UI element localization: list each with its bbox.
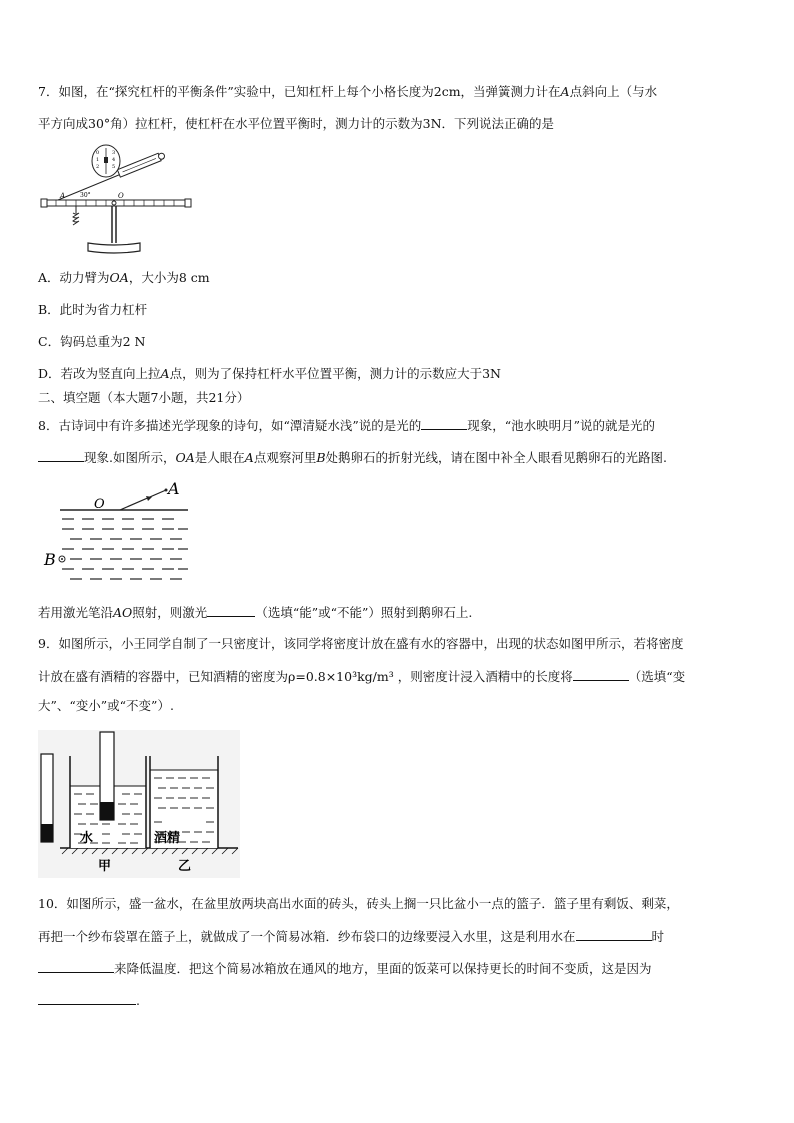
- container-yi-label: 乙: [178, 859, 192, 874]
- q10-stem-line4: .: [38, 992, 140, 1009]
- dial-tick-1: 1: [96, 157, 100, 163]
- q9-hydrometer-figure: [38, 730, 240, 878]
- q7-lever-figure: [40, 143, 200, 258]
- q8-blank-1[interactable]: [421, 417, 467, 430]
- q10-blank-1[interactable]: [576, 928, 652, 941]
- q8-stem-line1: 8．古诗词中有许多描述光学现象的诗句，如“潭清疑水浅”说的是光的 现象，“池水映明月”说的就是光的: [38, 418, 656, 433]
- q8-blank-2[interactable]: [38, 449, 84, 462]
- dial-tick-4: 4: [112, 157, 116, 163]
- dial-tick-5: 5: [112, 164, 116, 170]
- q10-blank-3[interactable]: [38, 992, 136, 1005]
- q7-option-a: A．动力臂为OA，大小为8 cm: [38, 270, 210, 285]
- q9-stem-line3: 大”、“变小”或“不变”）.: [38, 698, 174, 713]
- dial-tick-0: 0: [96, 150, 100, 156]
- q9-stem-line1: 9．如图所示，小王同学自制了一只密度计，该同学将密度计放在盛有水的容器中，出现的状态如图甲所示，若将密度: [38, 636, 684, 651]
- section-heading: 二、填空题（本大题7小题，共21分）: [38, 390, 250, 405]
- q7-label-O: O: [118, 192, 124, 200]
- q7-angle-label: 30°: [80, 192, 91, 199]
- q9-stem-line2: 计放在盛有酒精的容器中，已知酒精的密度为ρ=0.8×10³kg/m³ ，则密度计浸入酒精中的长度将 （选填“变: [38, 669, 686, 684]
- q10-blank-2[interactable]: [38, 960, 114, 973]
- water-label: 水: [80, 831, 94, 846]
- dial-tick-2: 2: [96, 164, 100, 170]
- q10-stem-line3: 来降低温度．把这个简易冰箱放在通风的地方，里面的饭菜可以保持更长的时间不变质，这是因为: [38, 960, 652, 977]
- q9-blank-1[interactable]: [573, 668, 629, 681]
- q10-stem-line2: 再把一个纱布袋罩在篮子上，就做成了一个简易冰箱．纱布袋口的边缘要浸入水里，这是利用水在 时: [38, 929, 665, 944]
- q7-stem-line2: 平方向成30°角）拉杠杆，使杠杆在水平位置平衡时，测力计的示数为3N．下列说法正确的是: [38, 116, 555, 131]
- q8-label-A: A: [168, 479, 180, 498]
- q7-label-A: A: [60, 192, 66, 200]
- q8-blank-3[interactable]: [207, 604, 255, 617]
- container-jia-label: 甲: [98, 859, 112, 874]
- q7-option-c: C．钩码总重为2 N: [38, 334, 146, 349]
- q7-option-d: D．若改为竖直向上拉A点，则为了保持杠杆水平位置平衡，测力计的示数应大于3N: [38, 366, 501, 381]
- q7-option-b: B．此时为省力杠杆: [38, 302, 148, 317]
- alcohol-label: 酒精: [154, 831, 181, 846]
- q7-stem-line1: 7．如图，在“探究杠杆的平衡条件”实验中，已知杠杆上每个小格长度为2cm，当弹簧测力计在A点斜向上（与水: [38, 84, 658, 99]
- q8-label-O: O: [94, 497, 105, 512]
- q8-stem-line2: 现象.如图所示，OA是人眼在A点观察河里B处鹅卵石的折射光线，请在图中补全人眼看见鹅卵石的光路图.: [38, 449, 667, 466]
- q8-label-B: B: [44, 550, 56, 569]
- q8-stem-line3: 若用激光笔沿AO照射，则激光 （选填“能”或“不能”）照射到鹅卵石上.: [38, 605, 473, 620]
- dial-tick-3: 3: [112, 150, 116, 156]
- q8-refraction-figure: [40, 476, 200, 586]
- q10-stem-line1: 10．如图所示，盛一盆水，在盆里放两块高出水面的砖头，砖头上搁一只比盆小一点的篮子．篮子里有剩饭、剩菜，: [38, 896, 679, 911]
